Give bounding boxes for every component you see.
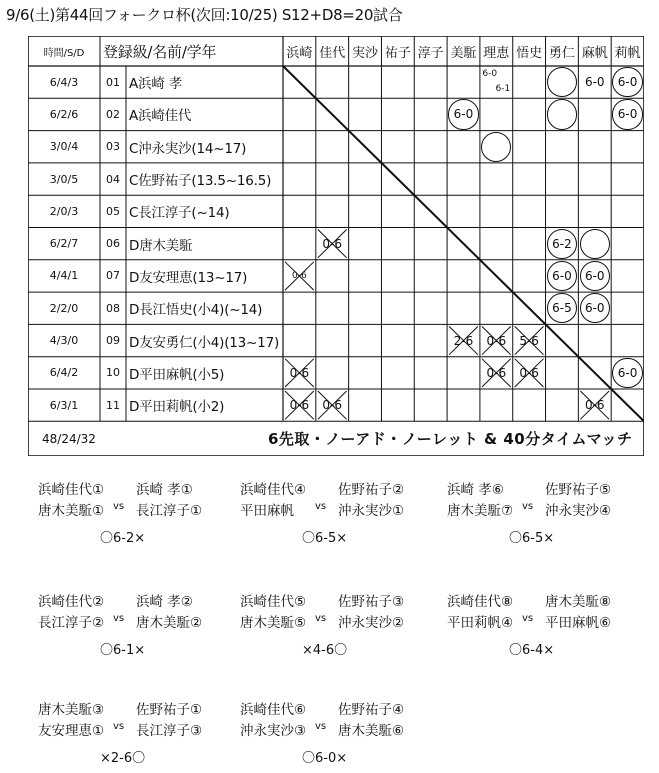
team-b-player-1: 佐野祐子③	[338, 594, 405, 610]
row-sd: 6/2/6	[49, 107, 79, 121]
row-player-name: D友安理恵(13~17)	[129, 269, 248, 286]
team-a-player-1: 唐木美駈③	[38, 702, 105, 718]
team-b-player-1: 浜崎 孝②	[136, 594, 193, 610]
score-mark: 2-6	[453, 333, 474, 348]
score-mark: 0-6	[486, 365, 507, 380]
row-sd: 6/3/1	[49, 398, 79, 412]
vs-label: vs	[522, 501, 534, 512]
match-result: 〇6-5×	[509, 531, 555, 546]
team-a-player-1: 浜崎佳代⑤	[240, 594, 307, 610]
score-mark: 6-0	[584, 301, 605, 316]
row-player-name: D唐木美駈	[129, 237, 193, 254]
match-result: 〇6-0×	[302, 751, 348, 766]
team-a-player-2: 唐木美駈⑤	[240, 615, 307, 631]
row-number: 08	[106, 301, 120, 315]
score-mark: 5-6	[519, 333, 539, 348]
team-b-player-1: 佐野祐子④	[338, 702, 405, 718]
column-header-sd: 時間/S/D	[43, 47, 85, 59]
column-header-opponent: 莉帆	[614, 45, 641, 61]
score-mark: 6-0	[453, 107, 474, 122]
row-player-name: A浜崎佳代	[129, 108, 192, 125]
team-a-player-2: 平田莉帆④	[447, 615, 514, 631]
row-sd: 3/0/5	[49, 172, 79, 186]
column-header-opponent: 悟史	[516, 45, 543, 61]
score-mark: 0-6	[584, 398, 605, 413]
team-a-player-1: 浜崎佳代⑧	[447, 594, 514, 610]
team-b-player-2: 沖永実沙②	[338, 615, 405, 631]
score-mark: 6-0	[482, 69, 498, 80]
team-a-player-1: 浜崎佳代⑥	[240, 702, 307, 718]
column-header-opponent: 理恵	[483, 45, 510, 61]
row-sd: 6/4/3	[49, 75, 79, 89]
team-b-player-2: 長江淳子③	[136, 723, 203, 739]
score-mark: 0-6	[486, 333, 507, 348]
row-sd: 3/0/4	[49, 140, 79, 154]
summary-totals: 48/24/32	[42, 431, 96, 446]
row-number: 03	[106, 140, 120, 154]
team-a-player-2: 沖永実沙③	[240, 723, 307, 739]
match-result: 〇6-5×	[302, 531, 348, 546]
score-mark: 6-2	[552, 236, 572, 251]
column-header-opponent: 勇仁	[548, 45, 575, 61]
row-number: 11	[106, 398, 120, 412]
team-b-player-1: 佐野祐子⑤	[545, 482, 612, 498]
row-number: 10	[106, 366, 120, 380]
team-b-player-2: 沖永実沙①	[338, 503, 405, 519]
score-mark: 0-6	[289, 365, 310, 380]
score-mark: 6-0	[617, 75, 638, 90]
row-sd: 2/0/3	[49, 204, 79, 218]
team-a-player-1: 浜崎佳代①	[38, 482, 105, 498]
match-result: 〇6-1×	[100, 643, 146, 658]
score-mark: 0-6	[322, 398, 343, 413]
vs-label: vs	[315, 501, 327, 512]
team-a-player-1: 浜崎 孝⑥	[447, 482, 504, 498]
score-mark: 6-0	[617, 107, 638, 122]
results-table	[28, 36, 644, 456]
row-player-name: D長江悟史(小4)(~14)	[129, 302, 263, 319]
team-b-player-2: 唐木美駈⑥	[338, 723, 405, 739]
row-number: 01	[106, 75, 120, 89]
row-sd: 6/4/2	[49, 366, 79, 380]
win-circle	[547, 99, 577, 129]
column-header-opponent: 浜崎	[286, 45, 313, 61]
team-a-player-2: 唐木美駈①	[38, 503, 105, 519]
vs-label: vs	[113, 613, 125, 624]
row-number: 04	[106, 172, 120, 186]
row-number: 02	[106, 107, 120, 121]
column-header-opponent: 淳子	[417, 45, 444, 61]
score-mark: 6-0	[584, 75, 605, 90]
vs-label: vs	[315, 613, 327, 624]
column-header-opponent: 麻帆	[581, 45, 608, 61]
row-sd: 6/2/7	[49, 237, 79, 251]
column-header-opponent: 祐子	[384, 45, 411, 61]
column-header-opponent: 実沙	[352, 45, 379, 61]
team-b-player-1: 佐野祐子②	[338, 482, 405, 498]
column-header-opponent: 佳代	[319, 45, 346, 61]
score-mark: 6-0	[552, 268, 572, 283]
score-mark: 0-6	[322, 236, 343, 251]
row-player-name: C長江淳子(~14)	[129, 205, 230, 222]
score-mark: 0-6	[289, 398, 310, 413]
win-circle	[580, 229, 610, 259]
vs-label: vs	[113, 721, 125, 732]
team-a-player-1: 浜崎佳代④	[240, 482, 307, 498]
match-result: 〇6-2×	[100, 531, 146, 546]
team-a-player-2: 長江淳子②	[38, 615, 105, 631]
row-player-name: D平田麻帆(小5)	[129, 366, 225, 383]
team-b-player-2: 唐木美駈②	[136, 615, 203, 631]
score-mark: 6-5	[552, 301, 572, 316]
row-number: 07	[106, 269, 120, 283]
row-player-name: C沖永実沙(14~17)	[129, 140, 247, 157]
row-player-name: A浜崎 孝	[129, 76, 183, 93]
score-mark: 0-6	[519, 365, 539, 380]
row-number: 05	[106, 204, 120, 218]
score-mark: 0-6	[292, 270, 307, 281]
match-result: ×2-6〇	[100, 751, 146, 766]
team-b-player-1: 佐野祐子①	[136, 702, 203, 718]
team-a-player-1: 浜崎佳代②	[38, 594, 105, 610]
score-mark: 6-0	[584, 268, 605, 283]
team-b-player-2: 平田麻帆⑥	[545, 615, 612, 631]
row-sd: 4/4/1	[49, 269, 79, 283]
row-player-name: C佐野祐子(13.5~16.5)	[129, 173, 272, 190]
row-number: 06	[106, 237, 120, 251]
row-sd: 4/3/0	[49, 334, 79, 348]
team-b-player-2: 沖永実沙④	[545, 503, 612, 519]
row-player-name: D平田莉帆(小2)	[129, 399, 225, 416]
vs-label: vs	[113, 501, 125, 512]
team-a-player-2: 平田麻帆	[240, 503, 294, 519]
match-rules: 6先取・ノーアド・ノーレット & 40分タイムマッチ	[268, 430, 633, 449]
team-a-player-2: 友安理恵①	[38, 723, 105, 739]
team-b-player-1: 浜崎 孝①	[136, 482, 193, 498]
team-a-player-2: 唐木美駈⑦	[447, 503, 514, 519]
team-b-player-1: 唐木美駈⑧	[545, 594, 612, 610]
team-b-player-2: 長江淳子①	[136, 503, 203, 519]
vs-label: vs	[522, 613, 534, 624]
row-player-name: D友安勇仁(小4)(13~17)	[129, 334, 280, 351]
match-result: ×4-6〇	[302, 643, 348, 658]
score-mark: 6-0	[617, 365, 638, 380]
page-title: 9/6(土)第44回フォークロ杯(次回:10/25) S12+D8=20試合	[6, 6, 403, 24]
row-number: 09	[106, 334, 120, 348]
vs-label: vs	[315, 721, 327, 732]
score-mark: 6-1	[495, 83, 511, 94]
match-result: 〇6-4×	[509, 643, 555, 658]
column-header-opponent: 美駈	[450, 45, 477, 61]
column-header-name: 登録級/名前/学年	[103, 42, 217, 61]
row-sd: 2/2/0	[49, 301, 79, 315]
